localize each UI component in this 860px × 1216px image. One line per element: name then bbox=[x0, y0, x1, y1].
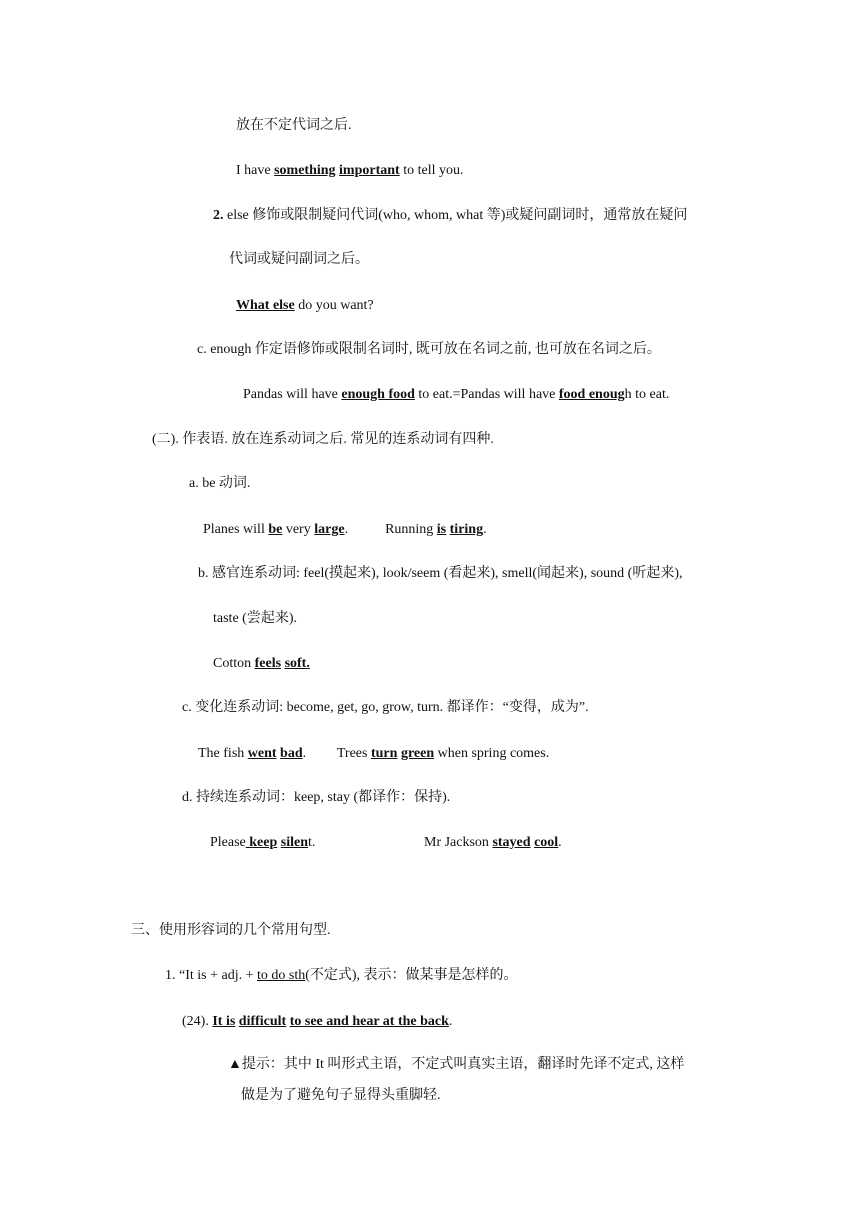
text-plain: Planes will bbox=[203, 522, 269, 537]
text-plain: The fish bbox=[198, 746, 248, 761]
text-line-4: 代词或疑问副词之后。 bbox=[229, 252, 369, 267]
text-plain: Please bbox=[210, 835, 246, 850]
tip-line-1: ▲提示：其中 It 叫形式主语，不定式叫真实主语，翻译时先译不定式, 这样 bbox=[228, 1057, 685, 1072]
text-line-12: taste (尝起来). bbox=[213, 611, 297, 626]
keyword-bad: bad bbox=[280, 746, 303, 761]
keyword-silent: silen bbox=[280, 835, 308, 850]
keyword-green: green bbox=[400, 746, 435, 761]
keyword-feels: feels bbox=[254, 656, 282, 671]
keyword-went: went bbox=[247, 746, 277, 761]
text-plain: h to eat. bbox=[624, 387, 670, 402]
keyword-large: large bbox=[314, 522, 345, 537]
keyword-difficult: difficult bbox=[238, 1014, 287, 1029]
rule-1-it-is-adj bbox=[165, 967, 518, 985]
example-sentences-be bbox=[203, 521, 487, 539]
rule-c-change-verbs: c. 变化连系动词: become, get, go, grow, turn. 都译作：“变得，成为”. bbox=[182, 700, 589, 715]
keyword-soft: soft. bbox=[284, 656, 310, 671]
section-heading-predicative: (二). 作表语. 放在连系动词之后. 常见的连系动词有四种. bbox=[152, 432, 494, 447]
text-plain: . bbox=[558, 835, 562, 850]
rule-text: else 修饰或限制疑问代词(who, whom, what 等)或疑问副词时，通常放在疑问 bbox=[223, 208, 688, 223]
text-plain: . bbox=[483, 522, 487, 537]
text-plain: to eat.=Pandas will have bbox=[414, 387, 559, 402]
rule-b-sense-verbs: b. 感官连系动词: feel(摸起来), look/seem (看起来), smell(闻起来), sound (听起来), bbox=[198, 566, 683, 581]
rule-number: 2. bbox=[213, 208, 224, 223]
tip-line-2: 做是为了避免句子显得头重脚轻. bbox=[241, 1088, 441, 1103]
keyword-something: something bbox=[274, 163, 336, 178]
keyword-turn: turn bbox=[370, 746, 398, 761]
text-plain: do you want? bbox=[294, 298, 374, 313]
keyword-tiring: tiring bbox=[449, 522, 484, 537]
text-line-1: 放在不定代词之后. bbox=[236, 118, 352, 133]
example-sentence-something-important bbox=[236, 162, 464, 180]
text-plain: 1. “It is + adj. + bbox=[165, 968, 257, 983]
text-plain: Cotton bbox=[213, 656, 255, 671]
keyword-cool: cool bbox=[534, 835, 559, 850]
text-plain: Pandas will have bbox=[243, 387, 342, 402]
example-sentence-cotton bbox=[213, 655, 310, 673]
keyword-food-enough: food enoug bbox=[558, 387, 625, 402]
keyword-it-is: It is bbox=[212, 1014, 236, 1029]
rule-d-continuous-verbs: d. 持续连系动词：keep, stay (都译作：保持). bbox=[182, 790, 451, 805]
example-sentences-change bbox=[198, 745, 549, 763]
example-sentence-what-else bbox=[236, 297, 374, 315]
rule-c-enough: c. enough 作定语修饰或限制名词时, 既可放在名词之前, 也可放在名词之后。 bbox=[197, 342, 661, 357]
example-sentence-24 bbox=[182, 1013, 452, 1031]
text-plain: when spring comes. bbox=[434, 746, 550, 761]
example-sentence-please-keep bbox=[210, 834, 315, 852]
keyword-infinitive-phrase: to see and hear at the back bbox=[289, 1014, 449, 1029]
example-sentence-mr-jackson bbox=[424, 834, 562, 852]
example-sentence-enough-food bbox=[243, 386, 669, 404]
text-plain: Trees bbox=[336, 746, 371, 761]
text-plain: . bbox=[302, 746, 307, 761]
keyword-keep: keep bbox=[245, 835, 278, 850]
keyword-is: is bbox=[436, 522, 447, 537]
text-plain: very bbox=[282, 522, 315, 537]
rule-2-else bbox=[213, 207, 687, 225]
keyword-enough-food: enough food bbox=[341, 387, 415, 402]
text-plain: . bbox=[344, 522, 349, 537]
text-plain: (不定式), 表示：做某事是怎样的。 bbox=[305, 968, 518, 983]
rule-a-be-verb: a. be 动词. bbox=[189, 476, 251, 491]
keyword-stayed: stayed bbox=[492, 835, 531, 850]
keyword-to-do-sth: to do sth bbox=[257, 968, 306, 983]
example-number: (24). bbox=[182, 1014, 213, 1029]
text-plain: I have bbox=[236, 163, 275, 178]
text-plain: to tell you. bbox=[399, 163, 464, 178]
keyword-what-else: What else bbox=[236, 298, 295, 313]
keyword-be: be bbox=[268, 522, 283, 537]
text-plain: Mr Jackson bbox=[424, 835, 493, 850]
keyword-important: important bbox=[339, 163, 400, 178]
text-plain: Running bbox=[385, 522, 437, 537]
text-plain: . bbox=[448, 1014, 453, 1029]
section-heading-sentence-patterns: 三、使用形容词的几个常用句型. bbox=[131, 923, 331, 938]
text-plain: t. bbox=[308, 835, 316, 850]
